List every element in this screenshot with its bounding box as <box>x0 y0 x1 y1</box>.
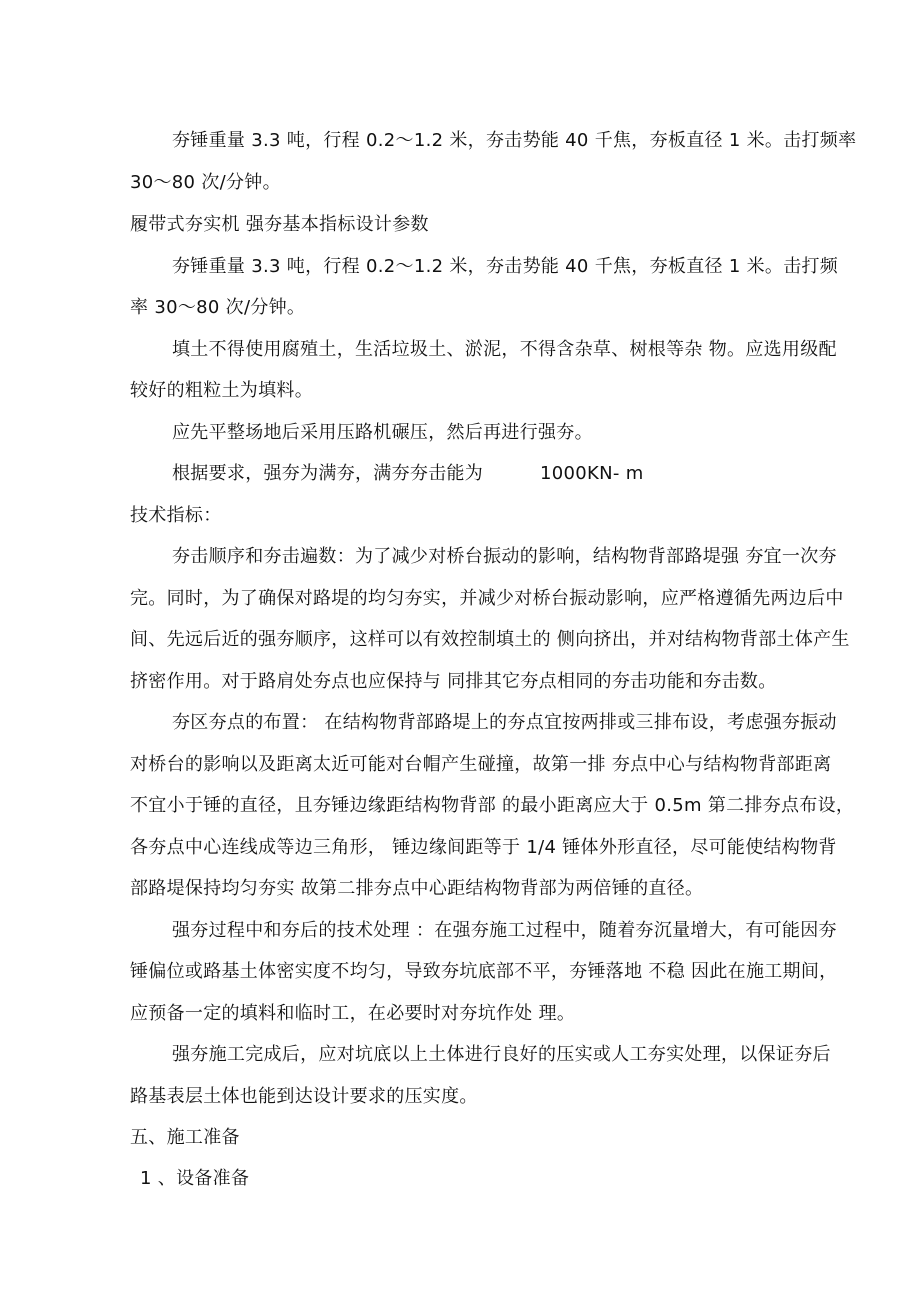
paragraph-line: 强夯过程中和夯后的技术处理 ：在强夯施工过程中，随着夯沉量增大，有可能因夯 <box>172 920 837 941</box>
paragraph-line: 对桥台的影响以及距离太近可能对台帽产生碰撞，故第一排 夯点中心与结构物背部距离 <box>130 754 832 775</box>
paragraph-line: 率 30～80 次/分钟。 <box>130 297 306 318</box>
paragraph-line: 30～80 次/分钟。 <box>130 172 281 193</box>
paragraph-line: 完。同时，为了确保对路堤的均匀夯实，并减少对桥台振动影响，应严格遵循先两边后中 <box>130 588 844 609</box>
paragraph-line: 夯锤重量 3.3 吨，行程 0.2～1.2 米，夯击势能 40 千焦，夯板直径 1 米。击打频 <box>172 256 839 277</box>
paragraph-line: 填土不得使用腐殖土，生活垃圾土、淤泥，不得含杂草、树根等杂 物。应选用级配 <box>172 339 837 360</box>
paragraph-line: 不宜小于锤的直径，且夯锤边缘距结构物背部 的最小距离应大于 0.5m 第二排夯点布设， <box>130 795 855 816</box>
paragraph-line <box>172 461 852 487</box>
paragraph-text: 根据要求，强夯为满夯，满夯夯击能为 <box>172 463 484 484</box>
paragraph-line: 锤偏位或路基土体密实度不均匀，导致夯坑底部不平，夯锤落地 不稳 因此在施工期间， <box>130 961 838 982</box>
paragraph-line: 部路堤保持均匀夯实 故第二排夯点中心距结构物背部为两倍锤的直径。 <box>130 878 704 899</box>
paragraph-line: 夯锤重量 3.3 吨，行程 0.2～1.2 米，夯击势能 40 千焦，夯板直径 1 米。击打频率 <box>172 130 857 151</box>
paragraph-line: 挤密作用。对于路肩处夯点也应保持与 同排其它夯点相同的夯击功能和夯击数。 <box>130 671 777 692</box>
paragraph-line: 应预备一定的填料和临时工，在必要时对夯坑作处 理。 <box>130 1003 576 1024</box>
paragraph-line: 强夯施工完成后，应对坑底以上土体进行良好的压实或人工夯实处理，以保证夯后 <box>172 1044 831 1065</box>
energy-value: 1000KN- m <box>540 463 644 484</box>
section-heading: 技术指标： <box>130 505 222 526</box>
paragraph-line: 应先平整场地后采用压路机碾压，然后再进行强夯。 <box>172 422 593 443</box>
subsection-heading: 1 、设备准备 <box>140 1168 250 1189</box>
section-heading: 履带式夯实机 强夯基本指标设计参数 <box>130 214 429 235</box>
paragraph-line: 间、先远后近的强夯顺序，这样可以有效控制填土的 侧向挤出，并对结构物背部土体产生 <box>130 629 850 650</box>
section-heading: 五、施工准备 <box>130 1127 240 1148</box>
paragraph-line: 夯区夯点的布置： 在结构物背部路堤上的夯点宜按两排或三排布设，考虑强夯振动 <box>172 712 837 733</box>
paragraph-line: 夯击顺序和夯击遍数：为了减少对桥台振动的影响，结构物背部路堤强 夯宜一次夯 <box>172 546 837 567</box>
paragraph-line: 较好的粗粒土为填料。 <box>130 380 313 401</box>
paragraph-line: 路基表层土体也能到达设计要求的压实度。 <box>130 1086 478 1107</box>
paragraph-line: 各夯点中心连线成等边三角形， 锤边缘间距等于 1/4 锤体外形直径，尽可能使结构物背 <box>130 837 837 858</box>
